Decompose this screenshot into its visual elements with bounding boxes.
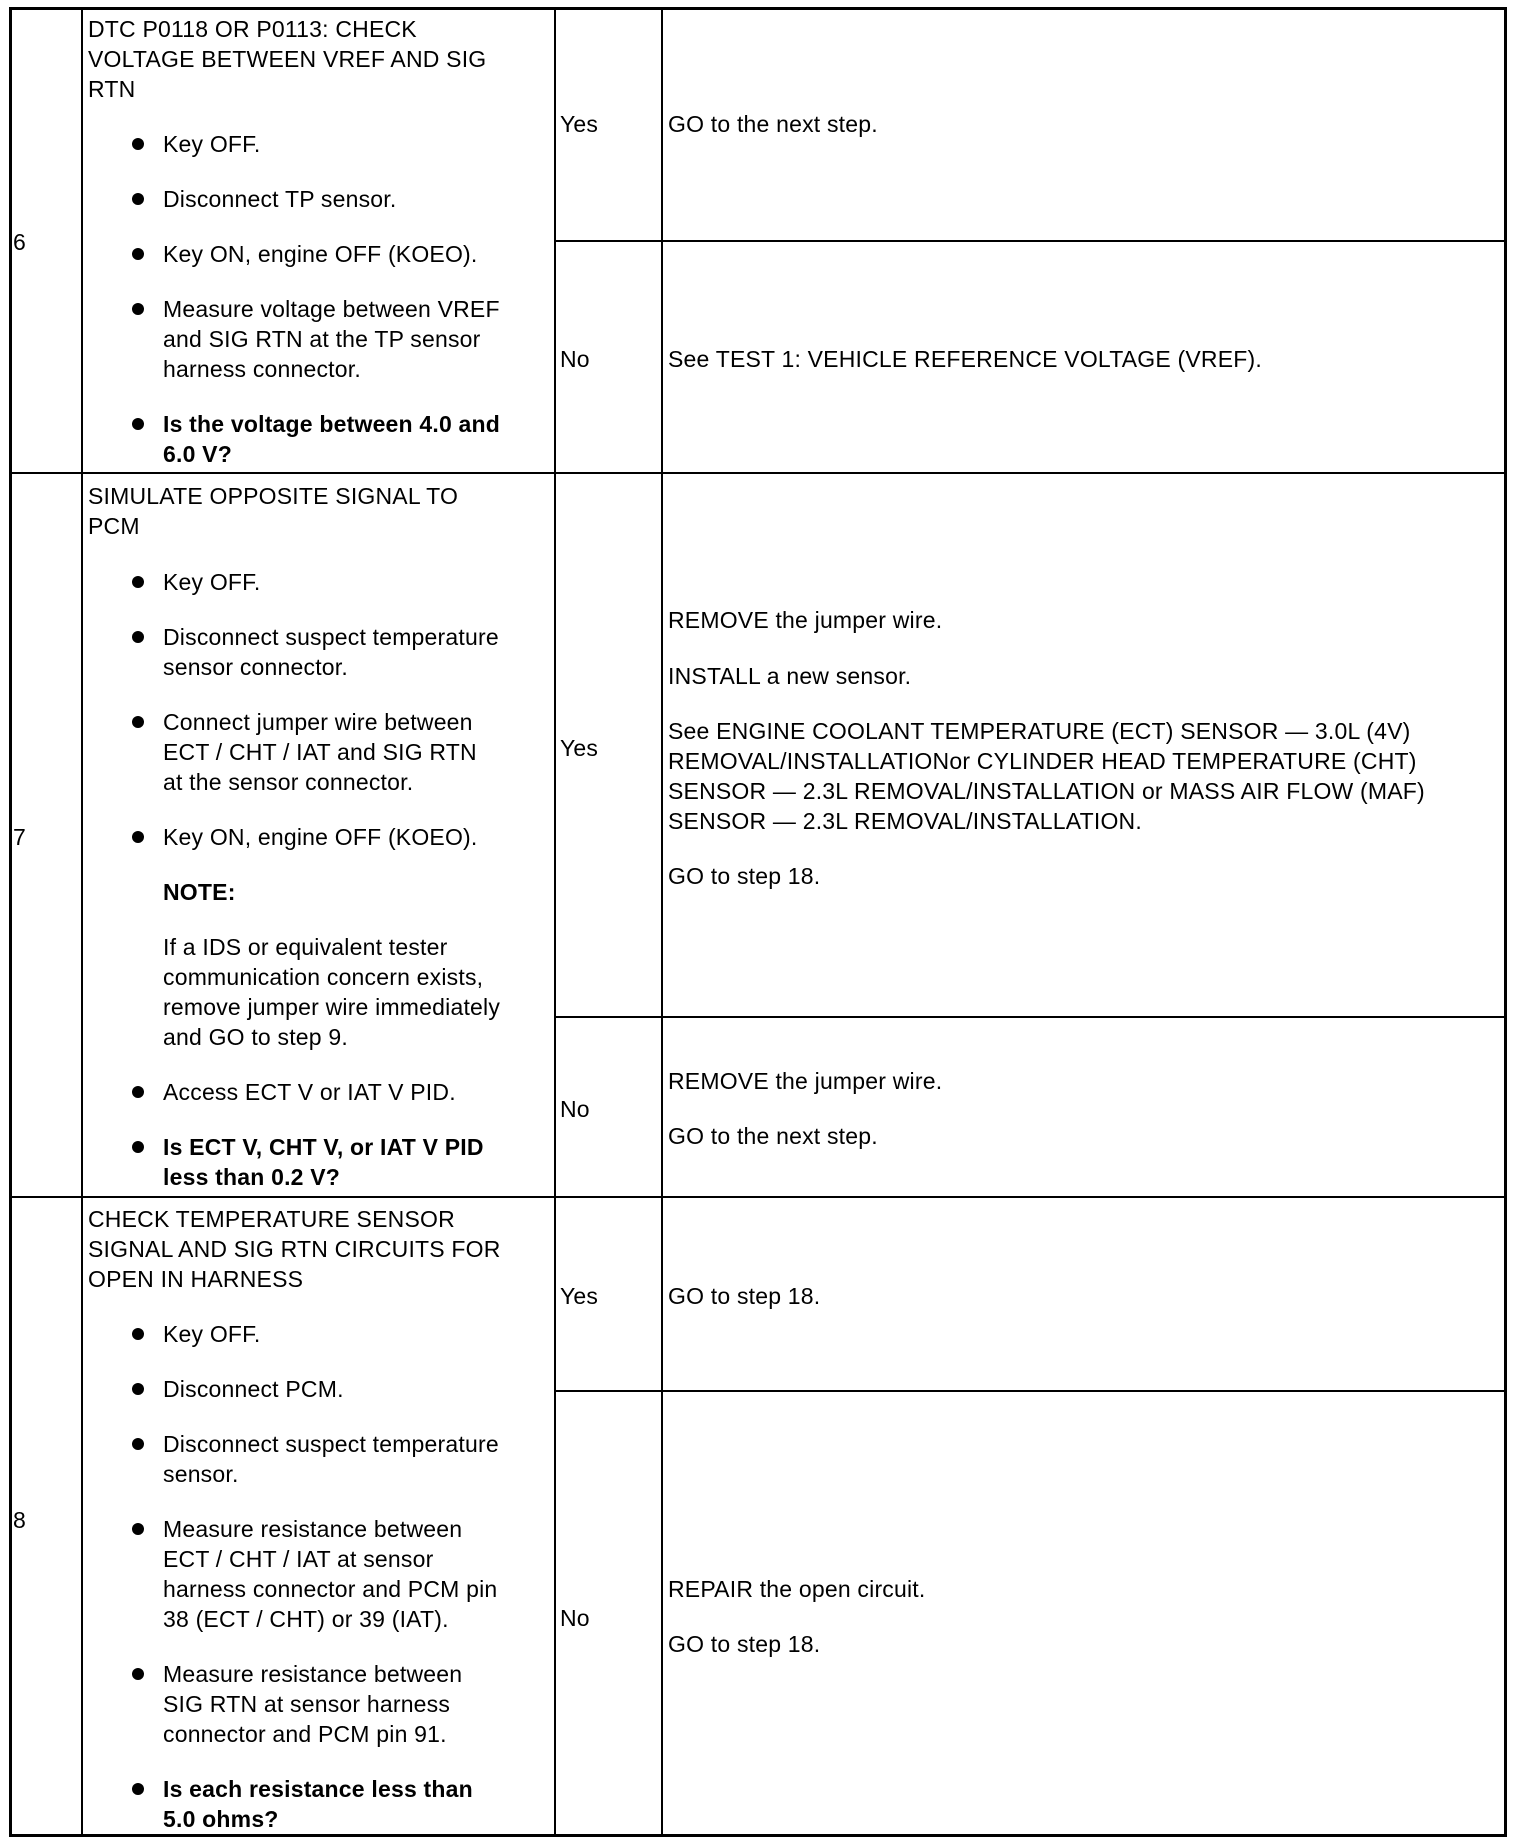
no-label: No bbox=[560, 346, 590, 372]
list-item: SIG RTN at sensor harness bbox=[163, 1691, 451, 1717]
yes-action: See ENGINE COOLANT TEMPERATURE (ECT) SENSOR — 3.0L (4V) bbox=[668, 718, 1411, 744]
yes-action: GO to step 18. bbox=[668, 1283, 821, 1309]
no-action: See TEST 1: VEHICLE REFERENCE VOLTAGE (VREF). bbox=[668, 346, 1262, 372]
bullet-icon bbox=[132, 1438, 144, 1450]
list-item: Key OFF. bbox=[163, 569, 261, 595]
note-text: and GO to step 9. bbox=[163, 1024, 348, 1050]
step-title: OPEN IN HARNESS bbox=[88, 1266, 304, 1292]
step-question: Is the voltage between 4.0 and bbox=[163, 411, 501, 437]
step-number: 7 bbox=[13, 824, 26, 850]
yes-action: INSTALL a new sensor. bbox=[668, 663, 912, 689]
list-item: Disconnect suspect temperature bbox=[163, 1431, 499, 1457]
step-title: CHECK TEMPERATURE SENSOR bbox=[88, 1206, 455, 1232]
list-item: ECT / CHT / IAT and SIG RTN bbox=[163, 739, 477, 765]
bullet-icon bbox=[132, 1328, 144, 1340]
bullet-icon bbox=[132, 1086, 144, 1098]
list-item: and SIG RTN at the TP sensor bbox=[163, 326, 481, 352]
bullet-icon bbox=[132, 1783, 144, 1795]
yes-action: SENSOR — 2.3L REMOVAL/INSTALLATION or MASS AIR FLOW (MAF) bbox=[668, 778, 1425, 804]
note-text: remove jumper wire immediately bbox=[163, 994, 501, 1020]
list-item: Measure resistance between bbox=[163, 1516, 463, 1542]
bullet-icon bbox=[132, 831, 144, 843]
list-item: Measure voltage between VREF bbox=[163, 296, 500, 322]
list-item: Disconnect TP sensor. bbox=[163, 186, 397, 212]
step-title: SIGNAL AND SIG RTN CIRCUITS FOR bbox=[88, 1236, 501, 1262]
yes-label: Yes bbox=[560, 1283, 599, 1309]
list-item: Key OFF. bbox=[163, 1321, 261, 1347]
bullet-icon bbox=[132, 193, 144, 205]
note-text: If a IDS or equivalent tester bbox=[163, 934, 448, 960]
list-item: harness connector and PCM pin bbox=[163, 1576, 498, 1602]
result-divider bbox=[554, 1390, 1507, 1392]
list-item: Disconnect suspect temperature bbox=[163, 624, 499, 650]
no-label: No bbox=[560, 1605, 590, 1631]
row-divider bbox=[9, 472, 1507, 474]
yes-action: SENSOR — 2.3L REMOVAL/INSTALLATION. bbox=[668, 808, 1142, 834]
bullet-icon bbox=[132, 576, 144, 588]
step-title: SIMULATE OPPOSITE SIGNAL TO bbox=[88, 483, 459, 509]
list-item: Key ON, engine OFF (KOEO). bbox=[163, 241, 478, 267]
column-divider bbox=[81, 7, 83, 1837]
list-item: Disconnect PCM. bbox=[163, 1376, 344, 1402]
step-number: 8 bbox=[13, 1507, 26, 1533]
list-item: connector and PCM pin 91. bbox=[163, 1721, 447, 1747]
column-divider bbox=[661, 7, 663, 1837]
bullet-icon bbox=[132, 303, 144, 315]
column-divider bbox=[554, 7, 556, 1837]
step-number: 6 bbox=[13, 229, 26, 255]
bullet-icon bbox=[132, 1668, 144, 1680]
step-question: 5.0 ohms? bbox=[163, 1806, 279, 1832]
yes-action: GO to step 18. bbox=[668, 863, 821, 889]
list-item: 38 (ECT / CHT) or 39 (IAT). bbox=[163, 1606, 449, 1632]
bullet-icon bbox=[132, 631, 144, 643]
no-action: REMOVE the jumper wire. bbox=[668, 1068, 943, 1094]
result-divider bbox=[554, 240, 1507, 242]
list-item: Connect jumper wire between bbox=[163, 709, 473, 735]
step-title: VOLTAGE BETWEEN VREF AND SIG bbox=[88, 46, 487, 72]
note-label: NOTE: bbox=[163, 879, 236, 905]
list-item: at the sensor connector. bbox=[163, 769, 414, 795]
list-item: Key OFF. bbox=[163, 131, 261, 157]
note-text: communication concern exists, bbox=[163, 964, 484, 990]
step-question: Is each resistance less than bbox=[163, 1776, 473, 1802]
no-action: GO to the next step. bbox=[668, 1123, 878, 1149]
list-item: sensor. bbox=[163, 1461, 239, 1487]
result-divider bbox=[554, 1016, 1507, 1018]
step-question: less than 0.2 V? bbox=[163, 1164, 341, 1190]
list-item: Key ON, engine OFF (KOEO). bbox=[163, 824, 478, 850]
bullet-icon bbox=[132, 1383, 144, 1395]
list-item: ECT / CHT / IAT at sensor bbox=[163, 1546, 434, 1572]
step-question: 6.0 V? bbox=[163, 441, 232, 467]
yes-label: Yes bbox=[560, 111, 599, 137]
step-title: PCM bbox=[88, 513, 140, 539]
no-action: GO to step 18. bbox=[668, 1631, 821, 1657]
list-item: Access ECT V or IAT V PID. bbox=[163, 1079, 456, 1105]
bullet-icon bbox=[132, 716, 144, 728]
list-item: harness connector. bbox=[163, 356, 361, 382]
bullet-icon bbox=[132, 1141, 144, 1153]
list-item: Measure resistance between bbox=[163, 1661, 463, 1687]
yes-label: Yes bbox=[560, 735, 599, 761]
yes-action: GO to the next step. bbox=[668, 111, 878, 137]
yes-action: REMOVE the jumper wire. bbox=[668, 607, 943, 633]
step-title: RTN bbox=[88, 76, 136, 102]
list-item: sensor connector. bbox=[163, 654, 348, 680]
step-title: DTC P0118 OR P0113: CHECK bbox=[88, 16, 417, 42]
bullet-icon bbox=[132, 138, 144, 150]
yes-action: REMOVAL/INSTALLATIONor CYLINDER HEAD TEMPERATURE (CHT) bbox=[668, 748, 1417, 774]
bullet-icon bbox=[132, 248, 144, 260]
row-divider bbox=[9, 1196, 1507, 1198]
no-action: REPAIR the open circuit. bbox=[668, 1576, 926, 1602]
bullet-icon bbox=[132, 1523, 144, 1535]
no-label: No bbox=[560, 1096, 590, 1122]
bullet-icon bbox=[132, 418, 144, 430]
step-question: Is ECT V, CHT V, or IAT V PID bbox=[163, 1134, 484, 1160]
